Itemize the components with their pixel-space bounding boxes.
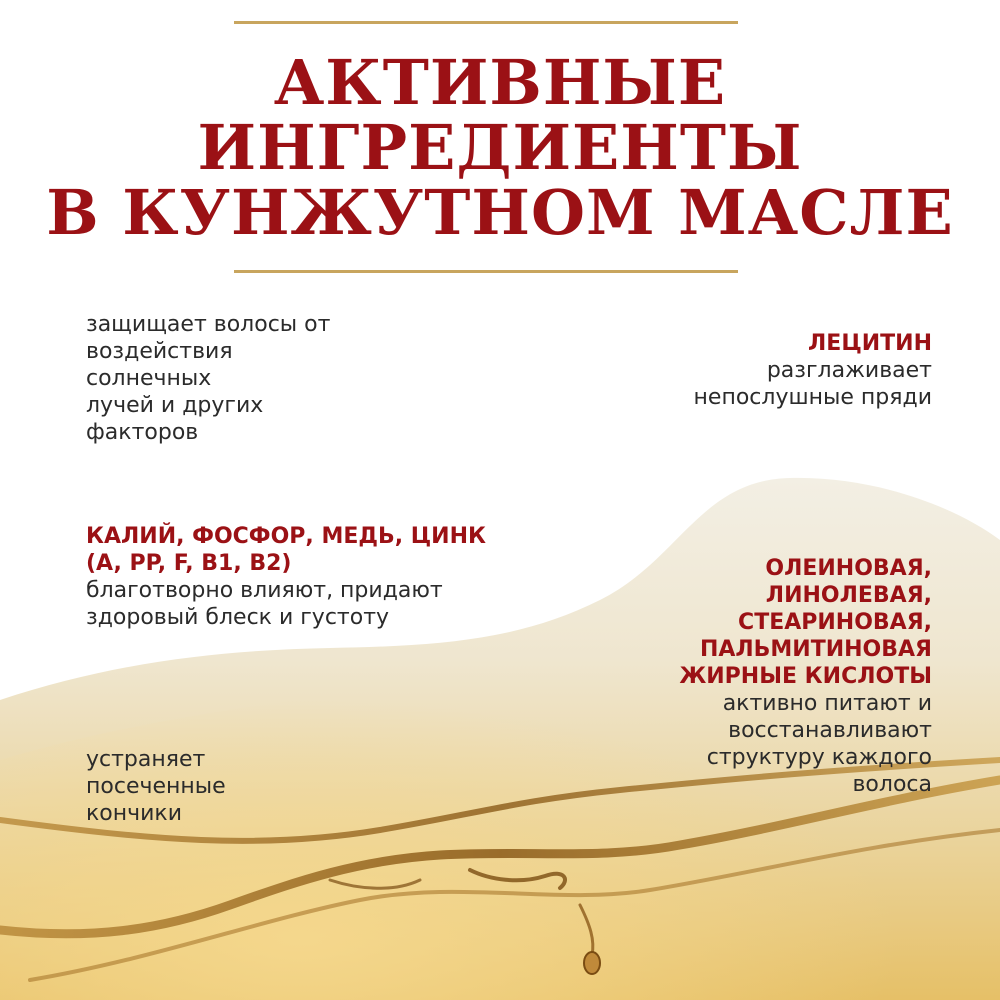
fatty-acids-heading: ОЛЕИНОВАЯ, [765,556,932,581]
fatty-acids-text: восстанавливают [728,718,932,743]
split-ends-text: устраняет [86,747,206,772]
lecithin-text: разглаживает [766,358,932,383]
minerals-text: здоровый блеск и густоту [86,605,390,630]
title-line: АКТИВНЫЕ [273,46,727,119]
sun-protection-text: защищает волосы от [86,312,331,337]
fatty-acids-heading: ПАЛЬМИТИНОВАЯ [699,637,932,662]
fatty-acids-text: волоса [852,772,932,797]
lecithin-block [694,330,932,411]
sun-protection-block [86,311,330,446]
bottom-divider [234,270,738,273]
title-line: В КУНЖУТНОМ МАСЛЕ [46,176,954,249]
lecithin-text: непослушные пряди [693,385,932,410]
lecithin-heading: ЛЕЦИТИН [808,331,932,356]
title-line: ИНГРЕДИЕНТЫ [197,111,803,184]
top-divider [234,21,738,24]
minerals-heading: (A, PP, F, B1, B2) [86,551,292,576]
sun-protection-text: солнечных [86,366,212,391]
minerals-block [86,523,486,631]
minerals-heading: КАЛИЙ, ФОСФОР, МЕДЬ, ЦИНК [86,524,486,549]
sun-protection-text: лучей и других [86,393,264,418]
fatty-acids-text: активно питают и [722,691,932,716]
fatty-acids-heading: СТЕАРИНОВАЯ, [738,610,932,635]
sun-protection-text: воздействия [86,339,233,364]
sun-protection-text: факторов [86,420,199,445]
fatty-acids-heading: ЛИНОЛЕВАЯ, [765,583,932,608]
minerals-text: благотворно влияют, придают [86,578,443,603]
page-title [0,46,1000,249]
fatty-acids-heading: ЖИРНЫЕ КИСЛОТЫ [679,664,932,689]
split-ends-text: посеченные [86,774,226,799]
split-ends-text: кончики [86,801,183,826]
split-ends-block [86,746,226,827]
fatty-acids-text: структуру каждого [706,745,932,770]
fatty-acids-block [679,555,932,798]
